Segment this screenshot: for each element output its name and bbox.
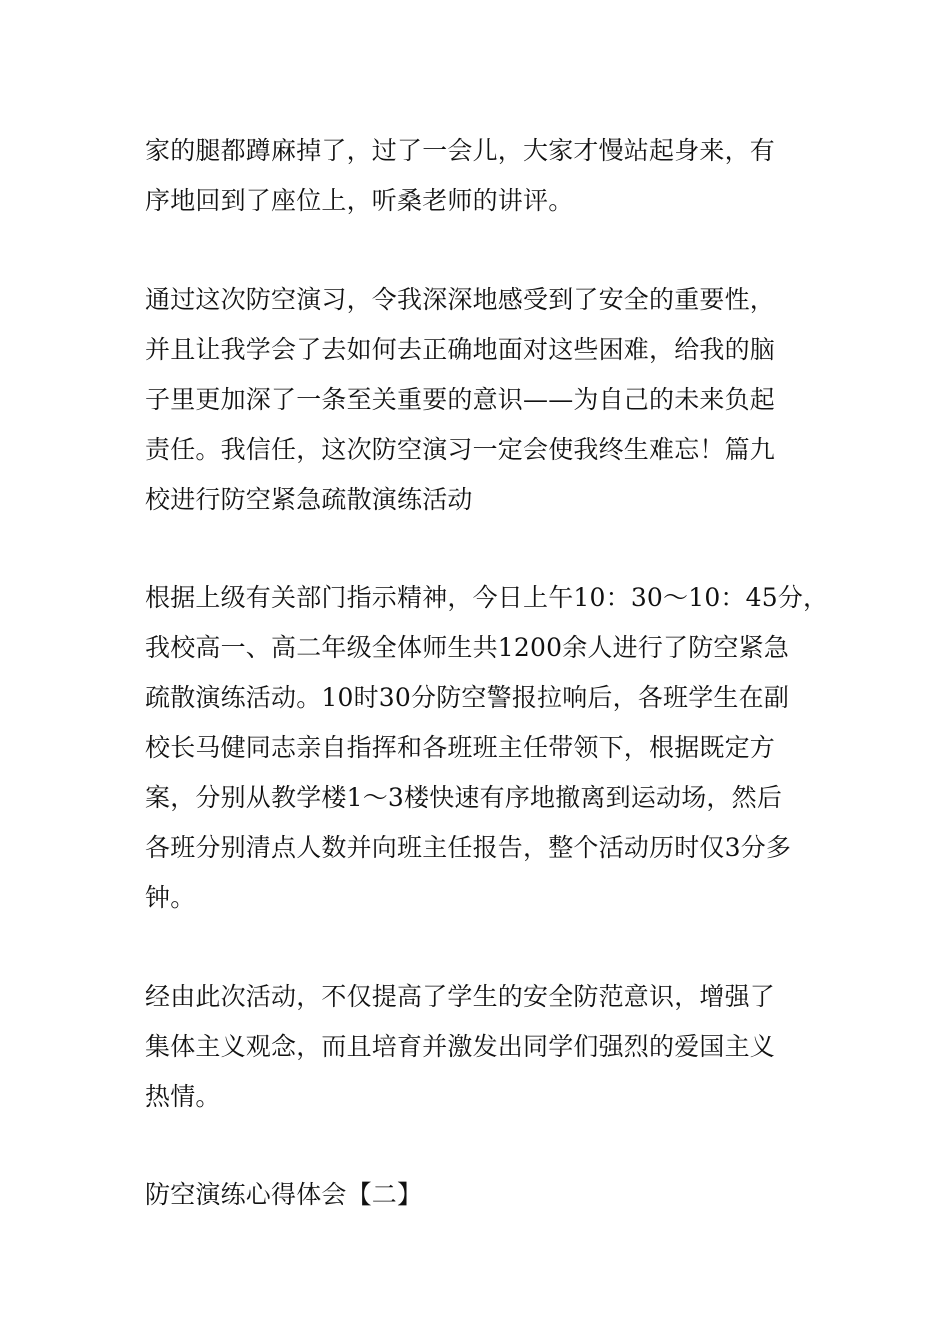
paragraph-4-line-1: 经由此次活动，不仅提高了学生的安全防范意识，增强了 bbox=[145, 982, 776, 1011]
paragraph-2-line-5: 校进行防空紧急疏散演练活动 bbox=[145, 485, 473, 514]
paragraph-3-line-2: 我校高一、高二年级全体师生共1200余人进行了防空紧急 bbox=[145, 633, 790, 662]
paragraph-3-line-6: 各班分别清点人数并向班主任报告，整个活动历时仅3分多 bbox=[145, 833, 792, 862]
paragraph-3-line-1: 根据上级有关部门指示精神，今日上午10：30～10：45分， bbox=[145, 583, 829, 612]
paragraph-2-line-3: 子里更加深了一条至关重要的意识——为自己的未来负起 bbox=[145, 385, 776, 414]
paragraph-1-line-1: 家的腿都蹲麻掉了，过了一会儿，大家才慢站起身来，有 bbox=[145, 136, 776, 165]
paragraph-2-line-4: 责任。我信任，这次防空演习一定会使我终生难忘！篇九 bbox=[145, 435, 776, 464]
paragraph-1-line-2: 序地回到了座位上，听桑老师的讲评。 bbox=[145, 186, 574, 215]
paragraph-4-line-2: 集体主义观念，而且培育并激发出同学们强烈的爱国主义 bbox=[145, 1032, 776, 1061]
section-heading: 防空演练心得体会【二】 bbox=[145, 1180, 423, 1209]
paragraph-3-line-5: 案，分别从教学楼1～3楼快速有序地撤离到运动场，然后 bbox=[145, 783, 783, 812]
paragraph-2-line-2: 并且让我学会了去如何去正确地面对这些困难，给我的脑 bbox=[145, 335, 776, 364]
paragraph-3-line-3: 疏散演练活动。10时30分防空警报拉响后，各班学生在副 bbox=[145, 683, 790, 712]
paragraph-3-line-7: 钟。 bbox=[145, 883, 196, 912]
paragraph-3-line-4: 校长马健同志亲自指挥和各班班主任带领下，根据既定方 bbox=[145, 733, 776, 762]
paragraph-4-line-3: 热情。 bbox=[145, 1082, 221, 1111]
paragraph-2-line-1: 通过这次防空演习，令我深深地感受到了安全的重要性， bbox=[145, 285, 776, 314]
